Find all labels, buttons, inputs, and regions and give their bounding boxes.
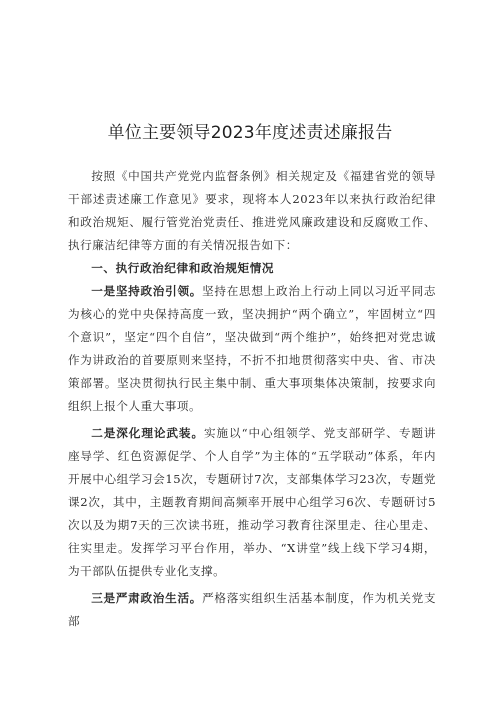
paragraph-political-guidance [68, 280, 436, 418]
document-title: 单位主要领导2023年度述责述廉报告 [107, 123, 393, 143]
document-body [68, 165, 436, 633]
intro-paragraph: 按照《中国共产党党内监督条例》相关规定及《福建省党的领导干部述责述廉工作意见》要求，现将本人2023年以来执行政治纪律和政治规矩、履行管党治党责任、推进党风廉政建设和反腐败工作、执行廉洁纪律等方面的有关情况报告如下： [68, 169, 436, 252]
paragraph-theory-study [68, 422, 436, 583]
paragraph-lead: 二是深化理论武装。 [91, 426, 204, 440]
paragraph-lead: 一是坚持政治引领。 [91, 284, 203, 298]
paragraph-text: 严格落实组织生活基本制度，作为机关党支部 [68, 591, 436, 628]
paragraph-text: 坚持在思想上政治上行动上同以习近平同志为核心的党中央保持高度一致，坚决拥护“两个确立”，牢固树立“四个意识”，坚定“四个自信”，坚决做到“两个维护”，始终把对党忠诚作为讲政治的首要原则来坚持，不折不扣地贯彻落实中央、省、市决策部署。坚决贯彻执行民主集中制、重大事项集体决策制，按要求向组织上报个人重大事项。 [68, 284, 436, 413]
paragraph-political-life [68, 587, 436, 633]
paragraph-lead: 三是严肃政治生活。 [91, 591, 203, 605]
section-heading: 一、执行政治纪律和政治规矩情况 [91, 261, 275, 275]
paragraph-text: 实施以“中心组领学、党支部研学、专题讲座导学、红色资源促学、个人自学”为主体的“五学联动”体系，年内开展中心组学习会15次，专题研讨7次，支部集体学习23次，专题党课2次，其中，主题教育期间高频率开展中心组学习6次、专题研讨5次以及为期7天的三次读书班，推动学习教育往深里走、往心里走、往实里走。发挥学习平台作用，举办、“X讲堂”线上线下学习4期，为干部队伍提供专业化支撑。 [68, 426, 436, 578]
